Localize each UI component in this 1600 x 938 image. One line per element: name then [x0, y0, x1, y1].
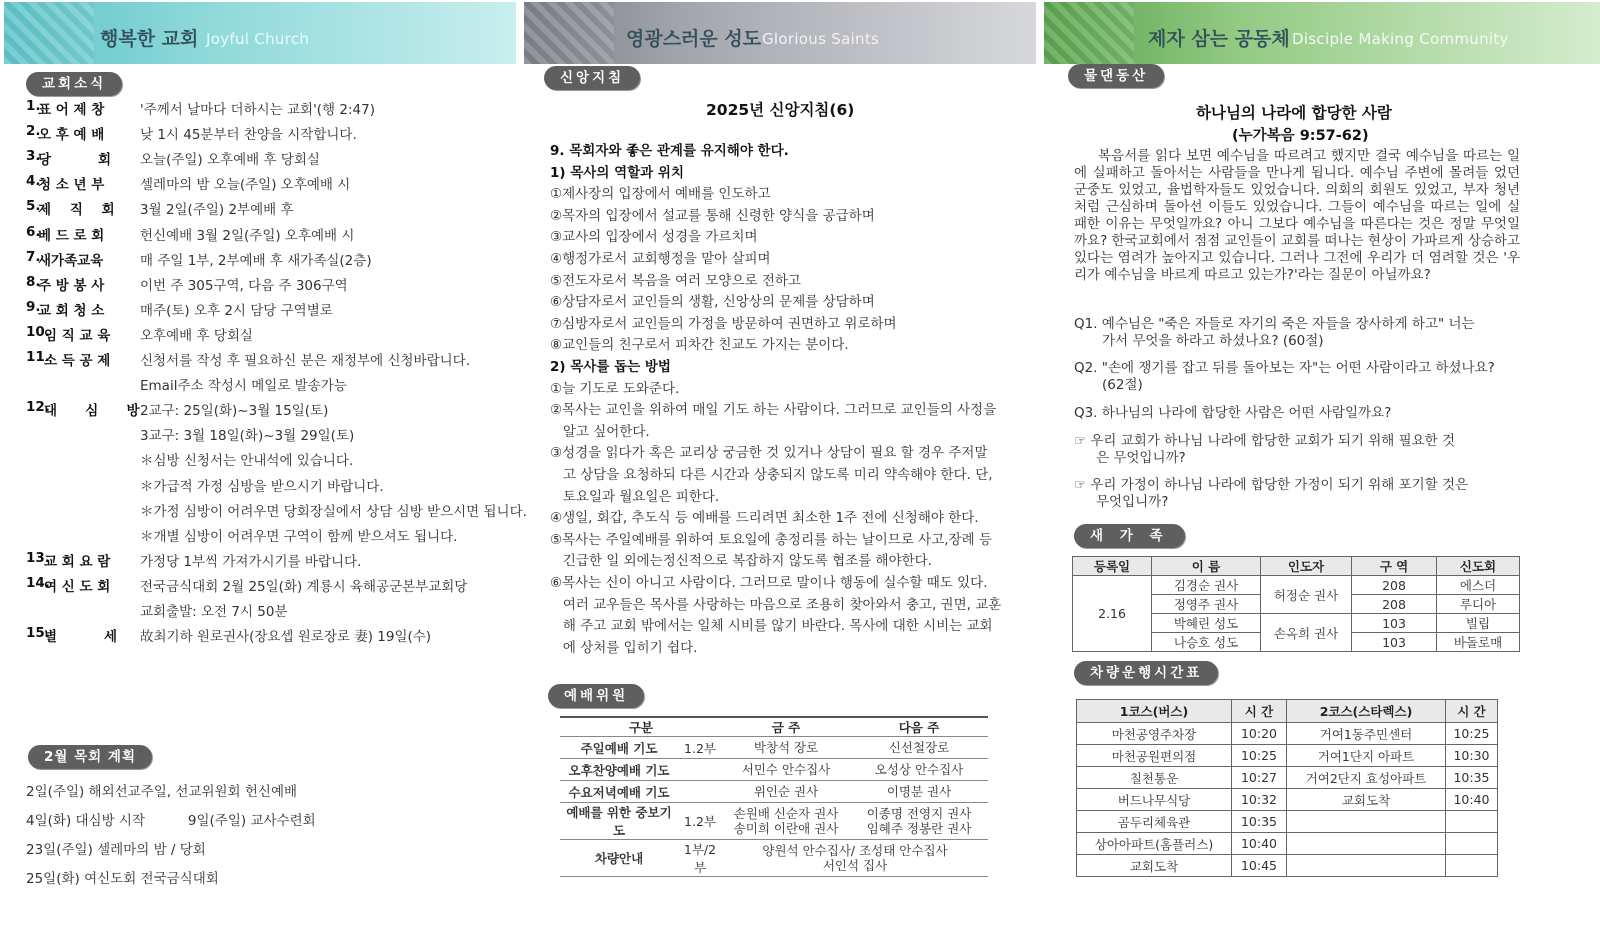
- family-area: 208: [1352, 595, 1437, 614]
- family-group: 빌립: [1437, 614, 1520, 633]
- worship-service: [678, 759, 722, 781]
- question-line: ☞ 우리 가정이 하나님 나라에 합당한 가정이 되기 위해 포기할 것은: [1074, 477, 1469, 493]
- news-item-text: 전국금식대회 2월 25일(화) 계룡시 육해공군본부교회당: [140, 578, 468, 595]
- faith-line: ⑤목사는 주일예배를 위하여 토요일에 총정리를 하는 날이므로 사고,장례 등: [550, 531, 992, 548]
- worship-service: 1.2부: [678, 803, 722, 840]
- news-item-number: 13.: [26, 549, 50, 566]
- column-faith-guide: [520, 0, 1040, 938]
- faith-line: 긴급한 일 외에는정신적으로 복잡하지 않도록 협조를 해야한다.: [550, 553, 932, 570]
- family-name: 나승호 성도: [1152, 633, 1261, 652]
- family-group: 바돌로매: [1437, 633, 1520, 652]
- faith-line: 알고 싶어한다.: [550, 423, 650, 440]
- news-item-label: 오 후 예 배: [38, 127, 105, 144]
- worship-header: 금 주: [722, 717, 850, 737]
- bus-course1-stop: 상아아파트(홈플러스): [1077, 833, 1232, 855]
- bus-course1-time: 10:45: [1232, 855, 1287, 877]
- bus-course1-stop: 마천공원편의점: [1077, 745, 1232, 767]
- banner-photo: [4, 2, 94, 64]
- news-item-label: 여 신 도 회: [44, 578, 111, 595]
- banner-photo: [1044, 2, 1134, 64]
- faith-line: ④행정가로서 교회행정을 맡아 살피며: [550, 251, 771, 267]
- banner-title-ko: 행복한 교회: [100, 28, 199, 50]
- worship-service: 1부/2부: [678, 840, 722, 877]
- news-item-label: 새가족교육: [38, 252, 104, 269]
- worship-role: 오후찬양예배 기도: [560, 759, 678, 781]
- question-line: ☞ 우리 교회가 하나님 나라에 합당한 교회가 되기 위해 필요한 것: [1074, 433, 1456, 449]
- column-community: [1040, 0, 1600, 938]
- worship-this-week: 위인순 권사: [722, 781, 850, 803]
- news-item-number: 5.: [26, 198, 41, 215]
- news-pill: 교회소식: [26, 72, 122, 96]
- worship-role: 주일예배 기도: [560, 737, 678, 759]
- faith-line: ②목사는 교인을 위하여 매일 기도 하는 사람이다. 그러므로 교인들의 사정을: [550, 402, 997, 419]
- news-item-text: 가정당 1부씩 가져가시기를 바랍니다.: [140, 553, 362, 570]
- worship-next-week: 신선철장로: [850, 737, 988, 759]
- news-item-label: 교 회 청 소: [38, 302, 105, 319]
- news-item-label: 대 심 방: [44, 403, 140, 420]
- news-item-number: 15.: [26, 625, 50, 642]
- bus-course1-stop: 교회도착: [1077, 855, 1232, 877]
- news-item-text: 3교구: 3월 18일(화)~3월 29일(토): [140, 428, 355, 445]
- news-item-number: 11.: [26, 349, 50, 365]
- faith-line: 해 주고 교회 밖에서는 일체 시비를 않기 바란다. 목사에 대한 시비는 교회: [550, 618, 993, 635]
- faith-line: 9. 목회자와 좋은 관계를 유지해야 한다.: [550, 143, 789, 159]
- news-item-number: 7.: [26, 248, 41, 265]
- family-header: 등록일: [1073, 557, 1152, 576]
- bus-course1-time: 10:27: [1232, 767, 1287, 789]
- bus-course1-time: 10:20: [1232, 723, 1287, 745]
- bus-row: [1077, 811, 1498, 833]
- news-item-text: ＊가급적 가정 심방을 받으시기 바랍니다.: [140, 478, 384, 495]
- family-area: 103: [1352, 633, 1437, 652]
- banner-title-ko: 제자 삼는 공동체: [1148, 28, 1290, 50]
- plan-pill: 2월 목회 계획: [28, 745, 152, 769]
- faith-line: 2) 목사를 돕는 방법: [550, 359, 671, 375]
- family-name: 박혜린 성도: [1152, 614, 1261, 633]
- bus-course1-time: 10:35: [1232, 811, 1287, 833]
- faith-pill: 신앙지침: [544, 66, 640, 90]
- family-header: 인도자: [1261, 557, 1352, 576]
- question-line: Q2. "손에 쟁기를 잡고 뒤를 돌아보는 자"는 어떤 사람이라고 하셨나요?: [1074, 360, 1495, 376]
- news-item-number: 8.: [26, 273, 41, 290]
- news-item-text: ＊개별 심방이 어려우면 구역이 함께 받으셔도 됩니다.: [140, 528, 458, 545]
- news-item-text: 낮 1시 45분부터 찬양을 시작합니다.: [140, 127, 357, 144]
- bus-course2-stop: 거여1동주민센터: [1287, 723, 1446, 745]
- banner-title-en: Disciple Making Community: [1292, 30, 1509, 48]
- family-header: 구 역: [1352, 557, 1437, 576]
- bus-course1-stop: 칠천통운: [1077, 767, 1232, 789]
- worship-row: [560, 737, 988, 759]
- news-item-number: 12.: [26, 399, 50, 416]
- bus-course2-stop: [1287, 833, 1446, 855]
- bus-header: 2코스(스타렉스): [1287, 700, 1446, 723]
- worship-next-week: 오성상 안수집사: [850, 759, 988, 781]
- question-line-cont: 가서 무엇을 하라고 하셨나요? (60절): [1102, 333, 1324, 349]
- bus-course1-stop: 곰두리체육관: [1077, 811, 1232, 833]
- worship-pill: 예배위원: [548, 684, 644, 708]
- worship-this-week: 양원석 안수집사/ 조성태 안수집사 서인석 집사: [722, 840, 988, 877]
- news-item-text: 교회출발: 오전 7시 50분: [140, 604, 288, 620]
- bus-course2-stop: 거여2단지 효성아파트: [1287, 767, 1446, 789]
- news-item-label: 당 회: [38, 152, 112, 169]
- news-item-label: 소 득 공 제: [44, 353, 111, 369]
- worship-this-week: 서민수 안수집사: [722, 759, 850, 781]
- news-item-text: 3월 2일(주일) 2부예배 후: [140, 202, 294, 219]
- worship-next-week: 이명분 권사: [850, 781, 988, 803]
- worship-role: 수요저녁예배 기도: [560, 781, 678, 803]
- news-item-label: 임 직 교 육: [44, 327, 111, 344]
- banner-title-en: Glorious Saints: [762, 30, 880, 48]
- news-item-number: 10.: [26, 323, 50, 340]
- bus-header: 시 간: [1446, 700, 1498, 723]
- question-line: Q1. 예수님은 "죽은 자들로 자기의 죽은 자들을 장사하게 하고" 너는: [1074, 316, 1475, 332]
- bus-course1-time: 10:25: [1232, 745, 1287, 767]
- family-header: 이 름: [1152, 557, 1261, 576]
- faith-line: 에 상처를 입히기 쉽다.: [550, 639, 698, 656]
- news-item-text: 셀레마의 밤 오늘(주일) 오후예배 시: [140, 177, 351, 194]
- news-item-text: 매 주일 1부, 2부예배 후 새가족실(2층): [140, 252, 372, 269]
- news-item-text: 오후예배 후 당회실: [140, 327, 253, 344]
- news-item-text: 헌신예배 3월 2일(주일) 오후예배 시: [140, 227, 355, 244]
- bus-course2-time: 10:25: [1446, 723, 1498, 745]
- bus-row: [1077, 723, 1498, 745]
- news-item-label: 교 회 요 람: [44, 553, 111, 570]
- bus-row: [1077, 789, 1498, 811]
- faith-line: 여러 교우들은 목사를 사랑하는 마음으로 조용히 찾아와서 충고, 권면, 교훈: [550, 596, 1002, 613]
- question-line-cont: 무엇입니까?: [1096, 494, 1169, 510]
- news-item-text: ＊심방 신청서는 안내석에 있습니다.: [140, 453, 354, 470]
- column-church-news: [0, 0, 527, 938]
- news-item-number: 3.: [26, 148, 41, 165]
- worship-header: 구분: [560, 717, 722, 737]
- faith-line: 고 상담을 요청하되 다른 시간과 상충되지 않도록 미리 약속해야 한다. 단,: [550, 467, 993, 483]
- news-item-number: 9.: [26, 298, 41, 315]
- bus-course2-stop: 거여1단지 아파트: [1287, 745, 1446, 767]
- plan-item: 25일(화) 여신도회 전국금식대회: [26, 871, 219, 887]
- news-item-label: 별 세: [44, 629, 118, 646]
- bus-course2-stop: [1287, 811, 1446, 833]
- family-area: 208: [1352, 576, 1437, 595]
- news-item-label: 제 직 회: [38, 202, 115, 219]
- banner-photo: [524, 2, 614, 64]
- question-line-cont: 은 무엇입니까?: [1096, 450, 1186, 466]
- question-line: Q3. 하나님의 나라에 합당한 사람은 어떤 사람일까요?: [1074, 405, 1392, 421]
- worship-header: 다음 주: [850, 717, 988, 737]
- news-item-text: ＊가정 심방이 어려우면 당회장실에서 상담 심방 받으시면 됩니다.: [140, 503, 527, 520]
- new-family-table: [1072, 556, 1520, 652]
- bus-schedule-table: [1076, 699, 1498, 877]
- family-pill: 새 가 족: [1074, 524, 1185, 548]
- faith-line: ①제사장의 입장에서 예배를 인도하고: [550, 186, 771, 203]
- plan-item: 23일(주일) 셀레마의 밤 / 당회: [26, 842, 206, 858]
- news-item-number: 1.: [26, 98, 41, 114]
- bus-course2-stop: 교회도착: [1287, 789, 1446, 811]
- family-leader: 허정순 권사: [1261, 576, 1352, 614]
- bus-course2-time: 10:35: [1446, 767, 1498, 789]
- bus-course2-time: 10:40: [1446, 789, 1498, 811]
- faith-line: 1) 목사의 역할과 위치: [550, 164, 684, 181]
- news-item-text: '주께서 날마다 더하시는 교회'(행 2:47): [140, 102, 375, 118]
- bible-title: 하나님의 나라에 합당한 사람: [1196, 104, 1392, 122]
- family-area: 103: [1352, 614, 1437, 633]
- news-item-text: 신청서를 작성 후 필요하신 분은 재정부에 신청바랍니다.: [140, 353, 470, 369]
- banner-title-ko: 영광스러운 성도: [626, 28, 762, 50]
- bus-header: 시 간: [1232, 700, 1287, 723]
- plan-item: 2일(주일) 해외선교주일, 선교위원회 헌신예배: [26, 784, 298, 800]
- news-item-label: 청 소 년 부: [38, 177, 105, 194]
- news-item-label: 주 방 봉 사: [38, 277, 105, 294]
- plan-item: 4일(화) 대심방 시작 9일(주일) 교사수련회: [26, 813, 316, 829]
- news-item-text: 故최기하 원로권사(장요셉 원로장로 妻) 19일(수): [140, 629, 432, 646]
- faith-line: ⑥상담자로서 교인들의 생활, 신앙상의 문제를 상담하며: [550, 294, 875, 311]
- bus-course2-stop: [1287, 855, 1446, 877]
- news-item-text: Email주소 작성시 메일로 발송가능: [140, 378, 347, 395]
- family-leader: 손옥희 권사: [1261, 614, 1352, 652]
- worship-row: [560, 840, 988, 877]
- family-name: 김경순 권사: [1152, 576, 1261, 595]
- family-date: 2.16: [1073, 576, 1152, 652]
- news-item-number: 2.: [26, 123, 41, 140]
- bible-reference: (누가복음 9:57-62): [1232, 128, 1369, 144]
- bus-course2-time: 10:30: [1446, 745, 1498, 767]
- bus-header: 1코스(버스): [1077, 700, 1232, 723]
- worship-this-week: 박창석 장로: [722, 737, 850, 759]
- bus-course1-stop: 마천공영주차장: [1077, 723, 1232, 745]
- news-item-label: 베 드 로 회: [38, 227, 105, 244]
- worship-next-week: 이종명 전영지 권사 임혜주 정봉란 권사: [850, 803, 988, 840]
- bus-row: [1077, 745, 1498, 767]
- banner-title-en: Joyful Church: [206, 30, 310, 48]
- bible-pill: 물댄동산: [1068, 64, 1164, 88]
- news-item-text: 매주(토) 오후 2시 담당 구역별로: [140, 302, 333, 319]
- faith-line: ⑥목사는 신이 아니고 사람이다. 그러므로 말이나 행동에 실수할 때도 있다.: [550, 575, 988, 591]
- faith-line: ⑦심방자로서 교인들의 가정을 방문하여 권면하고 위로하며: [550, 315, 897, 332]
- banner-joyful-church: [4, 2, 516, 64]
- bus-course2-time: [1446, 833, 1498, 855]
- faith-line: ⑧교인들의 친구로서 피차간 친교도 가지는 분이다.: [550, 337, 849, 354]
- worship-row: [560, 759, 988, 781]
- bus-row: [1077, 833, 1498, 855]
- bus-row: [1077, 767, 1498, 789]
- banner-disciple-community: [1044, 2, 1600, 64]
- banner-glorious-saints: [524, 2, 1036, 64]
- news-item-number: 14.: [26, 574, 50, 591]
- bus-pill: 차량운행시간표: [1074, 661, 1218, 685]
- bus-course2-time: [1446, 855, 1498, 877]
- news-item-text: 이번 주 305구역, 다음 주 306구역: [140, 277, 348, 294]
- news-item-number: 4.: [26, 173, 41, 190]
- faith-line: ③성경을 읽다가 혹은 교리상 궁금한 것 있거나 상담이 필요 할 경우 주저말: [550, 445, 988, 462]
- bus-course2-time: [1446, 811, 1498, 833]
- news-item-number: 6.: [26, 223, 41, 240]
- news-item-text: 오늘(주일) 오후예배 후 당회실: [140, 152, 320, 169]
- faith-line: ②목자의 입장에서 설교를 통해 신령한 양식을 공급하며: [550, 207, 875, 224]
- family-header: 신도회: [1437, 557, 1520, 576]
- bible-body: 복음서를 읽다 보면 예수님을 따르려고 했지만 결국 예수님을 따르는 일에 실패하고 돌아서는 사람들을 만나게 됩니다. 예수님 주변에 몰려들 었던 군중도 있었고, 율법학자들도 있었습니다. 의회의 회원도 있었고, 부자 청년처럼 근심하며 돌아선 이들도 있었습니다. 그들이 예수님을 따르는 일에 실패한 이유는 무엇일까요? 아니 그보다 예수님을 따른다는 것은 정말 무엇일까요? 한국교회에서 점점 교인들이 교회를 떠나는 현상이 가파르게 상승하고 있다는 염려가 높아지고 있습니다. 그러나 그전에 우리가 더 염려할 것은 '우리가 예수님을 바르게 따르고 있는가?'라는 질문이 아닐까요?: [1074, 148, 1520, 283]
- worship-this-week: 손원배 신순자 권사 송미희 이란애 권사: [722, 803, 850, 840]
- faith-line: ⑤전도자로서 복음을 여러 모양으로 전하고: [550, 272, 801, 289]
- bus-row: [1077, 855, 1498, 877]
- worship-row: [560, 803, 988, 840]
- faith-line: 토요일과 월요일은 피한다.: [550, 488, 720, 505]
- family-group: 에스더: [1437, 576, 1520, 595]
- faith-title: 2025년 신앙지침(6): [706, 101, 855, 119]
- family-row: [1073, 576, 1520, 595]
- faith-line: ④생일, 회갑, 추도식 등 예배를 드리려면 최소한 1주 전에 신청해야 한다.: [550, 510, 979, 527]
- question-line-cont: (62절): [1102, 377, 1143, 393]
- worship-service: 1.2부: [678, 737, 722, 759]
- worship-role: 예배를 위한 중보기도: [560, 803, 678, 840]
- news-item-text: 2교구: 25일(화)~3월 15일(토): [140, 403, 329, 420]
- bus-course1-time: 10:32: [1232, 789, 1287, 811]
- worship-row: [560, 781, 988, 803]
- worship-table: [560, 716, 988, 877]
- bus-course1-time: 10:40: [1232, 833, 1287, 855]
- faith-line: ①늘 기도로 도와준다.: [550, 380, 680, 397]
- faith-line: ③교사의 입장에서 성경을 가르치며: [550, 229, 758, 246]
- family-group: 루디아: [1437, 595, 1520, 614]
- bus-course1-stop: 버드나무식당: [1077, 789, 1232, 811]
- news-item-label: 표 어 제 창: [38, 102, 105, 118]
- worship-role: 차량안내: [560, 840, 678, 877]
- worship-service: [678, 781, 722, 803]
- family-name: 정영주 권사: [1152, 595, 1261, 614]
